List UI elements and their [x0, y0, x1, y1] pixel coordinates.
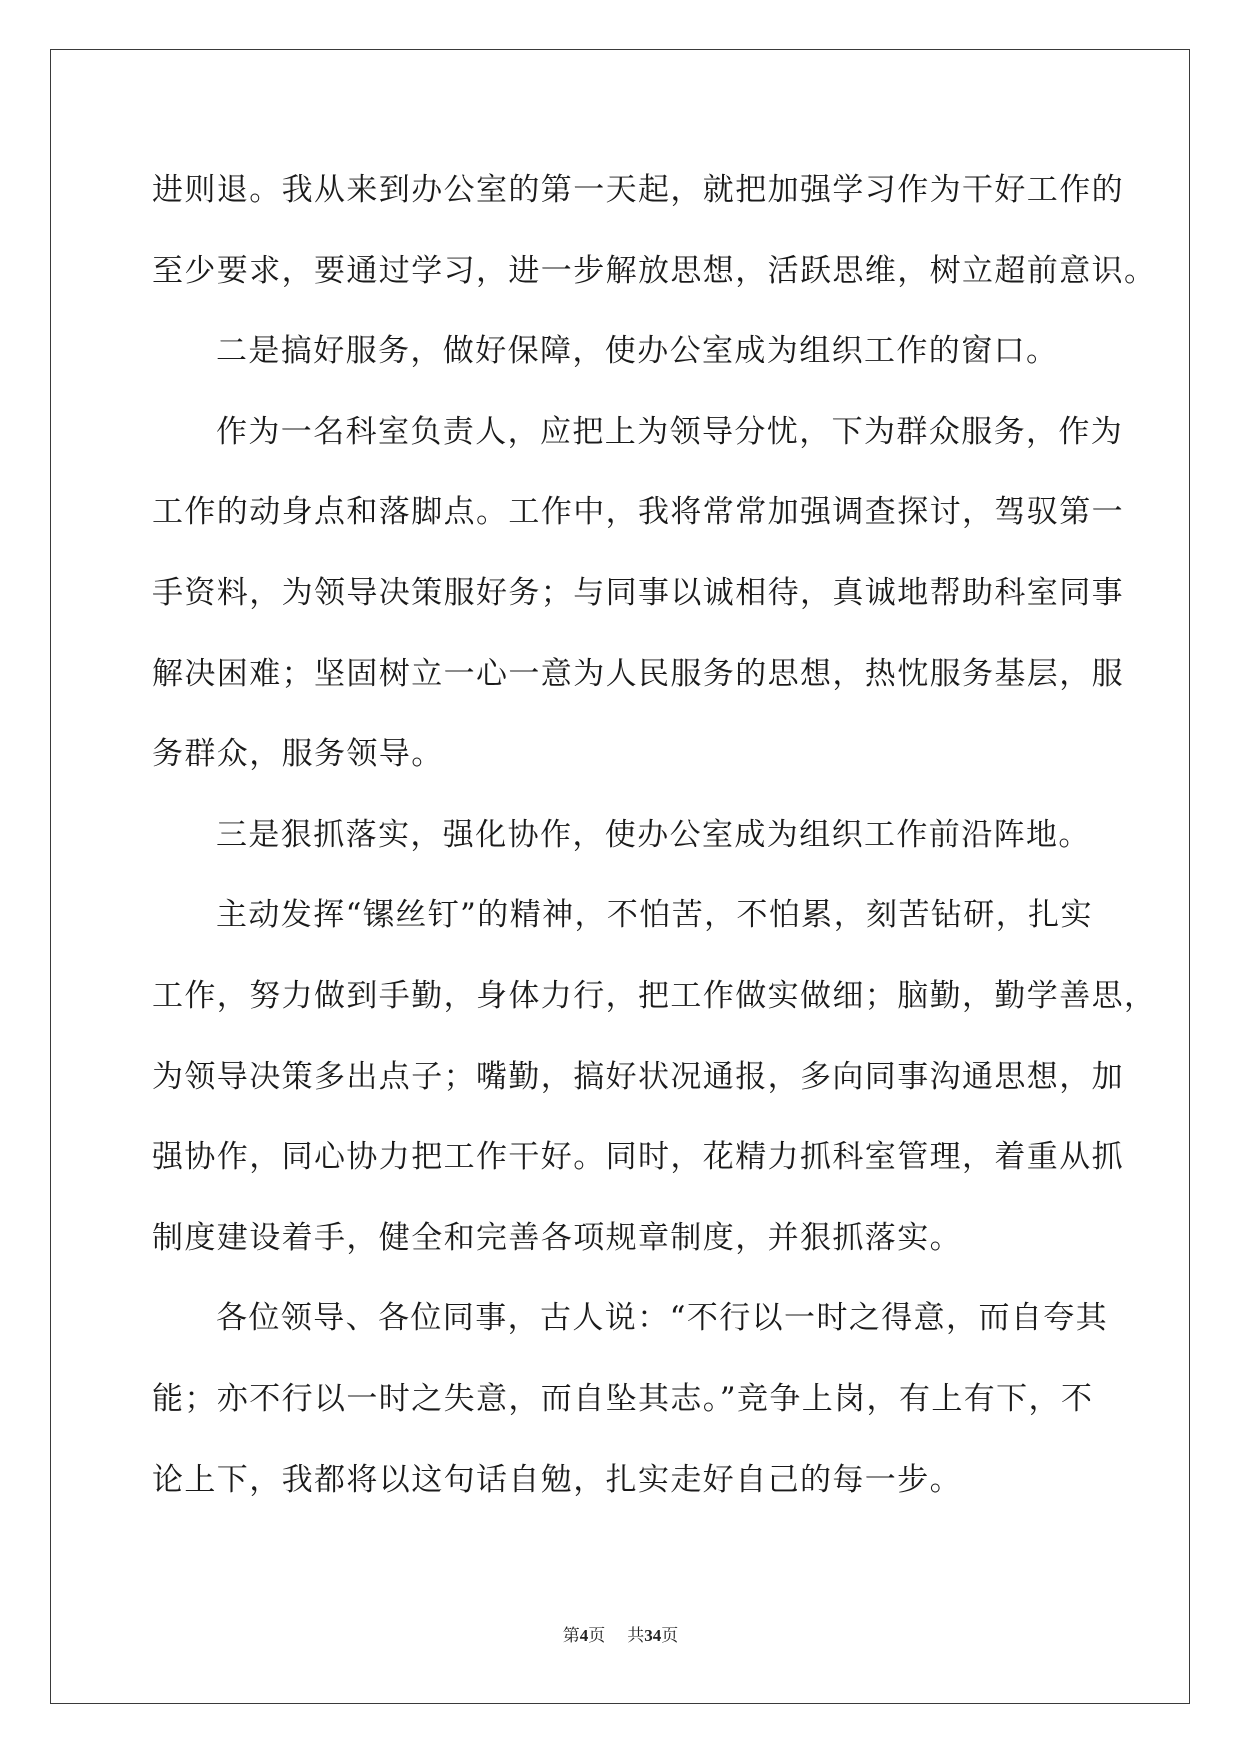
page-number: 4 [579, 1626, 589, 1645]
body-line: 为领导决策多出点子；嘴勤，搞好状况通报，多向同事沟通思想，加 [152, 1058, 1124, 1095]
body-line: 进则退。我从来到办公室的第一天起，就把加强学习作为干好工作的 [152, 172, 1124, 208]
section-heading: 二是搞好服务，做好保障，使办公室成为组织工作的窗口。 [216, 333, 1059, 370]
body-line: 手资料，为领导决策服好务；与同事以诚相待，真诚地帮助科室同事 [152, 574, 1124, 611]
page-prefix: 第 [562, 1626, 580, 1645]
document-body [152, 165, 1157, 1535]
body-line: 至少要求，要通过学习，进一步解放思想，活跃思维，树立超前意识。 [152, 252, 1157, 289]
body-line: 能；亦不行以一时之失意，而自坠其志。”竞争上岗，有上有下，不 [152, 1380, 1094, 1417]
body-line: 强协作，同心协力把工作干好。同时，花精力抓科室管理，着重从抓 [152, 1139, 1124, 1176]
paragraph-start-line: 主动发挥“镙丝钉”的精神，不怕苦，不怕累，刻苦钻研，扎实 [216, 897, 1093, 934]
section-heading: 三是狠抓落实，强化协作，使办公室成为组织工作前沿阵地。 [216, 816, 1091, 853]
total-prefix: 共 [627, 1626, 645, 1645]
body-line: 务群众，服务领导。 [152, 736, 444, 773]
paragraph-start-line: 各位领导、各位同事，古人说：“不行以一时之得意，而自夸其 [216, 1300, 1109, 1337]
body-line: 解决困难；坚固树立一心一意为人民服务的思想，热忱服务基层，服 [152, 655, 1124, 692]
paragraph-start-line: 作为一名科室负责人，应把上为领导分忧，下为群众服务，作为 [216, 413, 1124, 450]
total-suffix: 页 [661, 1626, 679, 1645]
total-pages: 34 [644, 1626, 662, 1645]
body-line: 制度建设着手，健全和完善各项规章制度，并狠抓落实。 [152, 1219, 962, 1256]
page-footer [0, 1621, 1241, 1646]
body-line: 论上下，我都将以这句话自勉，扎实走好自己的每一步。 [152, 1461, 962, 1498]
body-line: 工作的动身点和落脚点。工作中，我将常常加强调查探讨，驾驭第一 [152, 494, 1124, 531]
body-line: 工作，努力做到手勤，身体力行，把工作做实做细；脑勤，勤学善思， [152, 977, 1157, 1014]
page-suffix: 页 [588, 1626, 606, 1645]
